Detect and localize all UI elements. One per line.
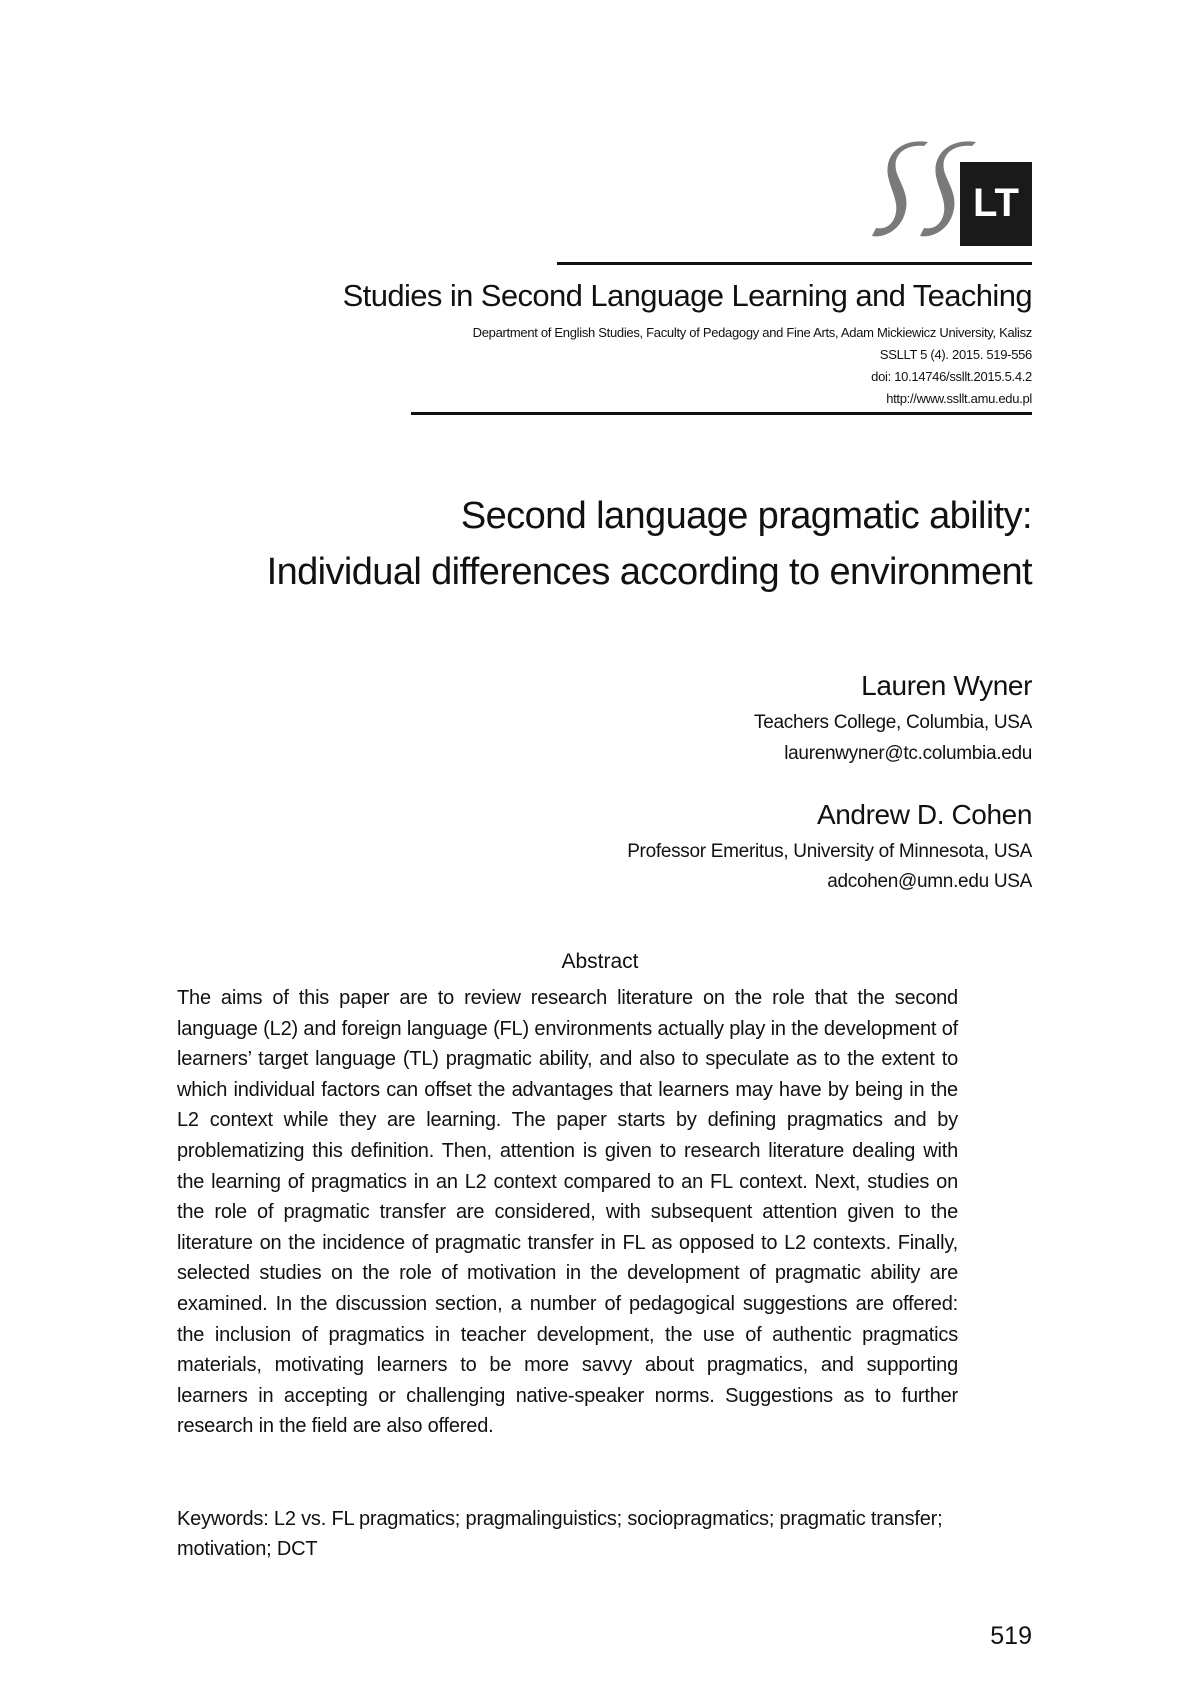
abstract-body: The aims of this paper are to review research literature on the role that the second language (L2) and foreign language (FL) environments actually play in the development of learners’ target language (TL) pragmatic ability, and also to speculate as to the extent to which individual factors can offset the advantages that learners may have by being in the L2 context while they are learning. The paper starts by defining pragmatics and by problematizing this definition. Then, attention is given to research literature dealing with the learning of pragmatics in an L2 context compared to an FL context. Next, studies on the role of pragmatic transfer are considered, with subsequent attention given to the literature on the incidence of pragmatic transfer in FL as opposed to L2 contexts. Finally, selected studies on the role of motivation in the development of pragmatic ability are examined. In the discussion section, a number of pedagogical suggestions are offered: the inclusion of pragmatics in teacher development, the use of authentic pragmatics materials, motivating learners to be more savvy about pragmatics, and supporting learners in accepting or challenging native-speaker norms. Suggestions as to further research in the field are also offered. <box>177 987 958 1438</box>
department-line: Department of English Studies, Faculty of Pedagogy and Fine Arts, Adam Mickiewicz University, Kalisz <box>472 325 1032 340</box>
page-number: 519 <box>990 1622 1032 1650</box>
article-title-line-1: Second language pragmatic ability: <box>460 495 1032 537</box>
journal-title: Studies in Second Language Learning and Teaching <box>342 278 1032 313</box>
doi-line: doi: 10.14746/ssllt.2015.5.4.2 <box>871 369 1032 384</box>
author-2-affiliation: Professor Emeritus, University of Minnesota, USA <box>627 841 1032 862</box>
article-title <box>267 488 1032 600</box>
logo-letters: LT <box>973 181 1019 225</box>
citation-line: SSLLT 5 (4). 2015. 519-556 <box>879 347 1032 362</box>
logo-swash-1 <box>872 141 928 236</box>
ssllt-logo-icon <box>868 140 1034 248</box>
keywords: Keywords: L2 vs. FL pragmatics; pragmalinguistics; sociopragmatics; pragmatic transfer; motivation; DCT <box>177 1508 943 1560</box>
journal-logo <box>868 140 1034 248</box>
author-1-name: Lauren Wyner <box>861 670 1032 701</box>
header-bottom-rule <box>411 412 1032 415</box>
author-1-email[interactable]: laurenwyner@tc.columbia.edu <box>784 743 1032 764</box>
header-top-rule <box>557 262 1032 265</box>
author-2-name: Andrew D. Cohen <box>816 799 1032 830</box>
article-title-line-2: Individual differences according to environment <box>266 551 1032 593</box>
journal-url-link[interactable]: http://www.ssllt.amu.edu.pl <box>886 391 1032 406</box>
author-1-affiliation: Teachers College, Columbia, USA <box>754 712 1032 733</box>
abstract-heading: Abstract <box>561 950 639 973</box>
author-2-email[interactable]: adcohen@umn.edu USA <box>827 871 1032 892</box>
